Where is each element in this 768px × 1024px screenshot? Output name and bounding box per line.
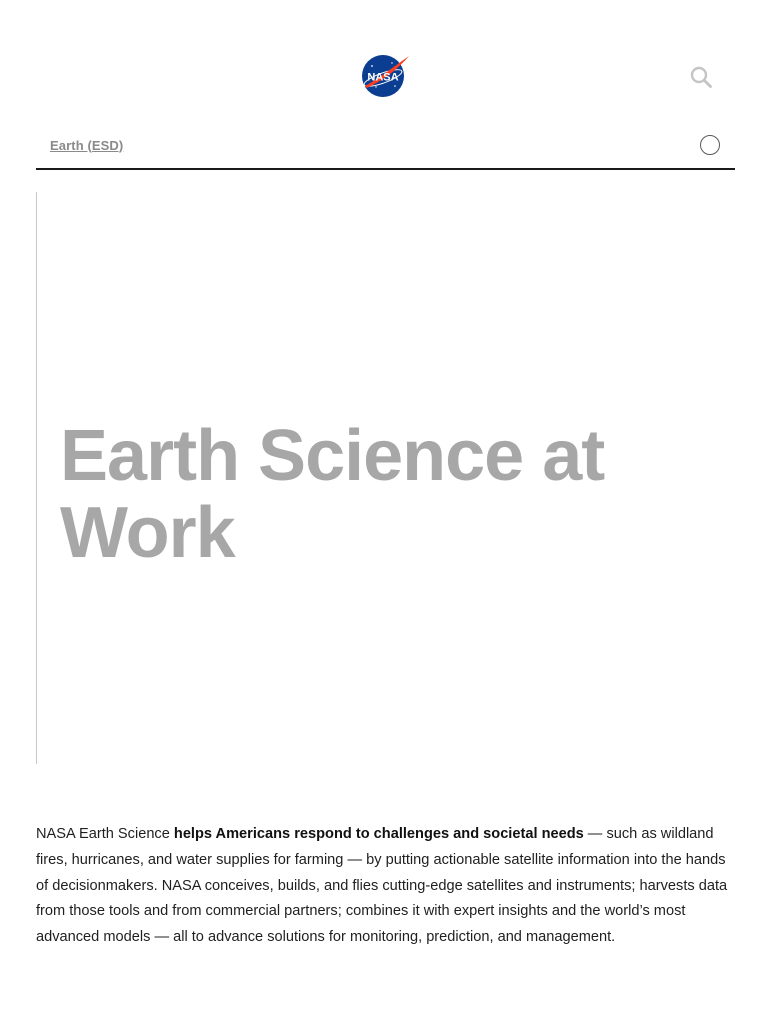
hero-section xyxy=(36,192,735,764)
search-button[interactable] xyxy=(686,62,716,92)
nasa-meatball-icon xyxy=(359,52,411,100)
intro-paragraph xyxy=(36,822,736,951)
nasa-logo-text: NASA xyxy=(367,71,399,84)
site-header xyxy=(0,0,768,120)
hero-title: Earth Science at Work xyxy=(60,416,605,573)
section-nav xyxy=(36,122,735,170)
section-link-earth-esd[interactable]: Earth (ESD) xyxy=(50,137,124,153)
nasa-logo-link[interactable] xyxy=(359,52,411,100)
search-icon xyxy=(690,66,712,88)
intro-emphasis: helps Americans respond to challenges and societal needs xyxy=(173,826,584,842)
circle-icon[interactable] xyxy=(700,135,720,155)
intro-rest: — such as wildland fires, hurricanes, and water supplies for farming — by putting actionable satellite information into the hands of decisionmakers. NASA conceives, builds, and flies cutting-edge satellites and instruments; harvests data from those tools and from commercial partners; combines it with expert insights and the world’s most advanced models — all to advance solutions for monitoring, prediction, and management. xyxy=(36,826,728,946)
intro-lead: NASA Earth Science xyxy=(36,826,174,842)
